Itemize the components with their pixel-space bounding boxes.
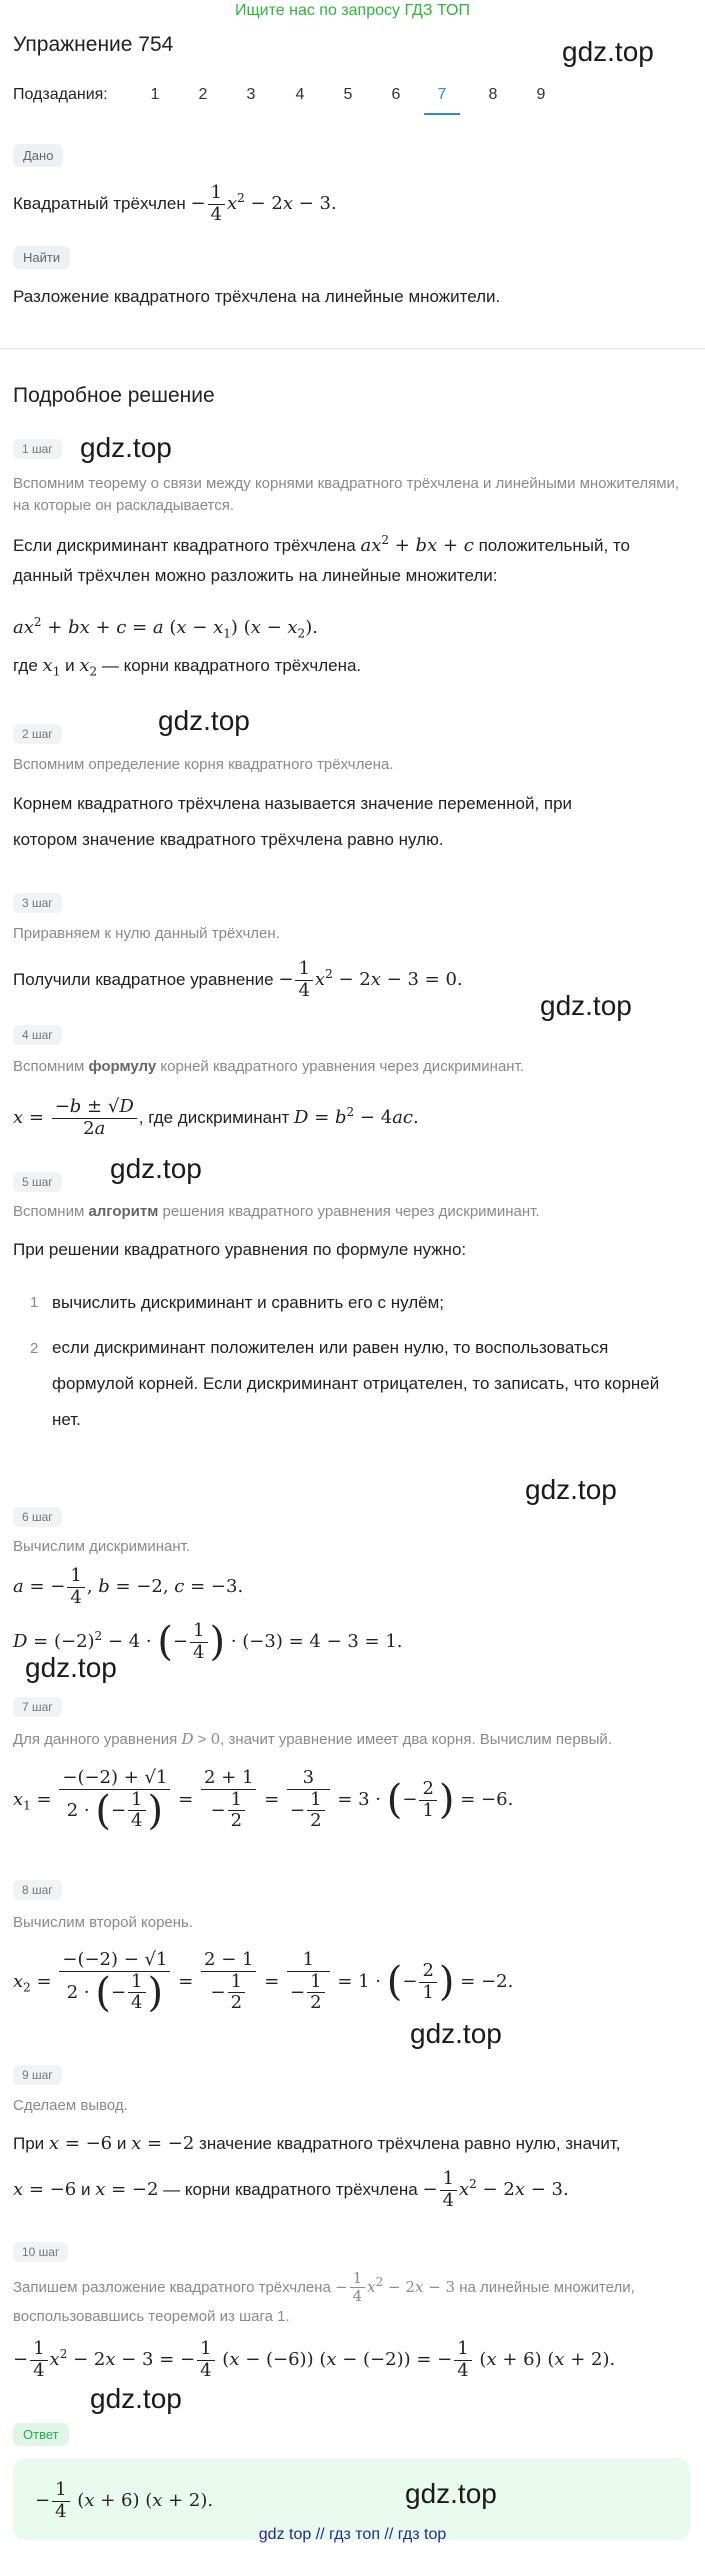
step-2-chip: 2 шаг (13, 724, 62, 744)
step-5-line-1: При решении квадратного уравнения по формуле нужно: (13, 1240, 467, 1259)
step-4-line-1: x = $\frac{-b \pm √D}{2a}$ , где дискриминант $D = b^2 - 4ac$. (13, 1095, 419, 1139)
step-6-formula-2: $D = (-2)^2 - 4$ · (− $\frac{1}{4}$ ) · (−3) = 4 − 3 = 1. (13, 1619, 403, 1665)
subtask-tab-1[interactable]: 1 (150, 86, 160, 103)
list-item-number: 2 (30, 1340, 39, 1357)
step-8-chip: 8 шаг (13, 1880, 62, 1900)
watermark: gdz.top (90, 2383, 182, 2414)
step-9-line-1: При x = −6 и x = −2 значение квадратного трёхчлена равно нулю, значит, (13, 2133, 621, 2154)
list-item: если дискриминант положителен или равен нулю, то воспользоваться формулой корней. Если дискриминант отрицателен, то записать, что корней нет. (52, 1338, 660, 1429)
answer-formula: − $\frac{1}{4}$ (x + 6) (x + 2). (35, 2479, 214, 2522)
subtask-tab-5[interactable]: 5 (343, 86, 353, 103)
active-tab-indicator (424, 113, 460, 115)
step-10-note: Запишем разложение квадратного трёхчлена − $\frac{1}{4}$ $x^2 - 2x - 3$ на линейные множители, воспользовавшись теоремой из шага 1. (13, 2269, 635, 2325)
given-chip: Дано (13, 144, 63, 167)
footer: gdz top // гдз топ // гдз top (258, 2526, 447, 2543)
list-item: вычислить дискриминант и сравнить его с нулём; (52, 1293, 445, 1312)
text: положительный, то (478, 536, 630, 555)
subtask-tab-3[interactable]: 3 (246, 86, 256, 103)
subtask-tab-2[interactable]: 2 (198, 86, 208, 103)
step-7-chip: 7 шаг (13, 1697, 62, 1717)
step-9-chip: 9 шаг (13, 2065, 62, 2085)
watermark: gdz.top (540, 990, 632, 1021)
watermark: gdz.top (110, 1153, 202, 1184)
step-1-chip: 1 шаг (13, 439, 62, 459)
given-label: Квадратный трёхчлен (13, 194, 186, 213)
formula: $ax^2$ + bx + c (360, 533, 474, 556)
step-5-chip: 5 шаг (13, 1172, 62, 1192)
text: , где дискриминант (138, 1108, 290, 1127)
step-6-formula-1: a = − $\frac{1}{4}$ , b = −2, c = −3. (13, 1565, 244, 1608)
top-banner: Ищите нас по запросу ГДЗ ТОП (235, 2, 470, 19)
step-2-line-2: котором значение квадратного трёхчлена равно нулю. (13, 830, 444, 849)
step-1-note: Вспомним теорему о связи между корнями квадратного трёхчлена и линейными множителями, на которые он раскладывается. (13, 475, 680, 514)
page-title: Упражнение 754 (13, 33, 174, 56)
given-text (13, 180, 337, 225)
step-1-line-2: данный трёхчлен можно разложить на линейные множители: (13, 566, 498, 585)
find-text: Разложение квадратного трёхчлена на линейные множители. (13, 287, 501, 306)
step-4-chip: 4 шаг (13, 1025, 62, 1045)
step-7-note: Для данного уравнения D > 0, значит уравнение имеет два корня. Вычислим первый. (13, 1730, 612, 1748)
step-8-formula: $x_2$ = −(−2) − √1 2 · (− $\frac{1}{4}$ ) = 2 − 1 − $\frac{1}{2}$ = 1 − $\frac{1}{2}$ = 1 · (− $\frac{2}{1}$ ) = −2. (13, 1949, 514, 2016)
step-9-note: Сделаем вывод. (13, 2097, 128, 2114)
step-9-line-2: x = −6 и x = −2 — корни квадратного трёхчлена − $\frac{1}{4}$ $x^2 - 2x - 3$. (13, 2167, 569, 2211)
text: и (65, 656, 75, 675)
step-7-formula: $x_1$ = −(−2) + √1 2 · (− $\frac{1}{4}$ ) = 2 + 1 − $\frac{1}{2}$ = 3 − $\frac{1}{2}$ = 3 · (− $\frac{2}{1}$ ) = −6. (13, 1767, 514, 1834)
divider (0, 348, 705, 349)
list-item-number: 1 (30, 1294, 39, 1311)
step-1-formula: $ax^2$ + bx + c = a $(x - x_1)$ $(x - x_2)$. (13, 615, 318, 641)
step-10-formula: − $\frac{1}{4}$ $x^2 - 2x - 3$ = − $\frac{1}{4}$ (x − (−6)) (x − (−2)) = − $\frac{1}{4}$ (x + 6) (x + 2). (13, 2337, 616, 2381)
answer-chip: Ответ (13, 2423, 69, 2446)
watermark: gdz.top (80, 432, 172, 463)
text: Если дискриминант квадратного трёхчлена (13, 536, 356, 555)
find-chip: Найти (13, 246, 70, 269)
step-10-chip: 10 шаг (13, 2242, 68, 2262)
watermark: gdz.top (562, 36, 654, 67)
given-formula: − $\frac{1}{4}$ $x^2 - 2x - 3$. (190, 181, 337, 225)
watermark: gdz.top (158, 705, 250, 736)
step-1-line-4: где $x_1$ и $x_2$ — корни квадратного трёхчлена. (13, 655, 362, 679)
subtask-tab-7[interactable]: 7 (437, 86, 447, 103)
step-6-note: Вычислим дискриминант. (13, 1538, 190, 1555)
subtask-tab-9[interactable]: 9 (536, 86, 546, 103)
watermark: gdz.top (405, 2478, 497, 2509)
step-5-note: Вспомним алгоритм решения квадратного уравнения через дискриминант. (13, 1203, 540, 1220)
step-2-line-1: Корнем квадратного трёхчлена называется значение переменной, при (13, 794, 573, 813)
watermark: gdz.top (410, 2018, 502, 2049)
text: Получили квадратное уравнение (13, 970, 274, 989)
step-6-chip: 6 шаг (13, 1507, 62, 1527)
subtask-tab-4[interactable]: 4 (295, 86, 305, 103)
watermark: gdz.top (25, 1652, 117, 1683)
solution-heading: Подробное решение (13, 384, 215, 407)
subtask-tab-8[interactable]: 8 (488, 86, 498, 103)
step-3-note: Приравняем к нулю данный трёхчлен. (13, 925, 280, 942)
step-8-note: Вычислим второй корень. (13, 1914, 194, 1931)
watermark: gdz.top (525, 1474, 617, 1505)
step-3-chip: 3 шаг (13, 893, 62, 913)
text: — корни квадратного трёхчлена. (101, 656, 362, 675)
step-3-line-1: Получили квадратное уравнение − $\frac{1}{4}$ $x^2 - 2x - 3 = 0$. (13, 957, 463, 1001)
step-4-note: Вспомним формулу корней квадратного уравнения через дискриминант. (13, 1058, 524, 1075)
step-2-note: Вспомним определение корня квадратного трёхчлена. (13, 756, 394, 773)
text: где (13, 656, 38, 675)
subtask-tab-6[interactable]: 6 (391, 86, 401, 103)
subtasks-label: Подзадания: (13, 86, 108, 103)
